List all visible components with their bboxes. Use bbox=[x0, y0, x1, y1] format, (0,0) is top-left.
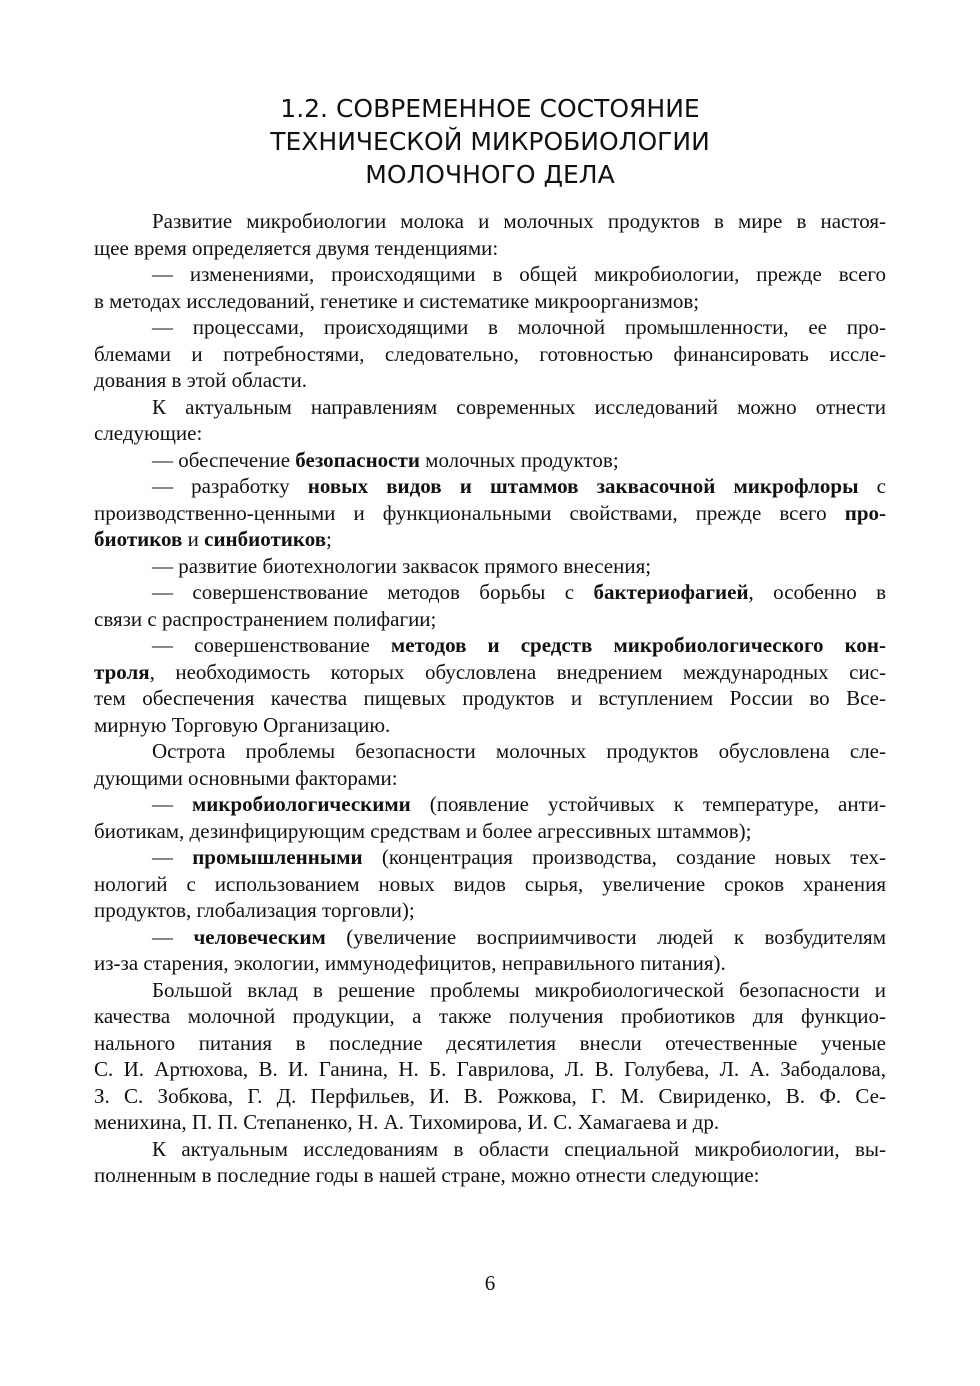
text-run: связи с распространением полифагии; bbox=[94, 606, 437, 631]
text-run: блемами и потребностями, следовательно, готовностью финансировать иссле- bbox=[94, 341, 886, 366]
text-run: тем обеспечения качества пищевых продуктов и вступлением России во Все- bbox=[94, 686, 886, 710]
text-line bbox=[94, 738, 886, 765]
text-run: молочных продуктов; bbox=[419, 447, 619, 472]
text-run: — изменениями, происходящими в общей микробиологии, прежде всего bbox=[152, 262, 886, 286]
text-run: продуктов, глобализация торговли); bbox=[94, 898, 415, 922]
text-line bbox=[94, 685, 886, 712]
text-run: Развитие микробиологии молока и молочных продуктов в мире в настоя- bbox=[152, 209, 886, 233]
text-run: качества молочной продукции, а также получения пробиотиков для функцио- bbox=[94, 1004, 886, 1028]
text-line bbox=[94, 606, 886, 633]
text-line bbox=[94, 526, 886, 553]
text-run: следующие: bbox=[94, 421, 203, 445]
bold-term: синбиотиков bbox=[204, 527, 327, 551]
text-line bbox=[94, 553, 886, 580]
text-run: ; bbox=[326, 527, 332, 551]
text-run: , особенно в bbox=[748, 580, 887, 604]
bold-term: микробиологическими bbox=[192, 792, 411, 816]
bold-term: человеческим bbox=[193, 924, 326, 949]
text-line bbox=[94, 314, 886, 341]
text-run: , необходимость которых обусловлена внедрением международных сис- bbox=[149, 659, 886, 684]
bold-term: троля bbox=[94, 659, 150, 684]
text-line bbox=[94, 473, 886, 500]
text-run: и bbox=[182, 527, 205, 551]
text-run: Острота проблемы безопасности молочных продуктов обусловлена сле- bbox=[152, 739, 886, 763]
text-run: дующими основными факторами: bbox=[94, 765, 398, 790]
text-run: — bbox=[152, 845, 193, 869]
text-run: К актуальным исследованиям в области специальной микробиологии, вы- bbox=[152, 1136, 886, 1161]
text-line bbox=[94, 1030, 886, 1057]
body-text bbox=[94, 208, 886, 1189]
bold-term: новых видов и штаммов заквасочной микрофлоры bbox=[307, 474, 859, 498]
title-line: ТЕХНИЧЕСКОЙ МИКРОБИОЛОГИИ bbox=[270, 127, 710, 156]
text-line bbox=[94, 394, 886, 421]
text-line bbox=[94, 924, 886, 951]
section-title bbox=[0, 92, 980, 191]
text-run: С. И. Артюхова, В. И. Ганина, Н. Б. Гаврилова, Л. В. Голубева, Л. А. Забодалова, bbox=[94, 1057, 886, 1081]
text-run: производственно-ценными и функциональными свойствами, прежде всего bbox=[94, 500, 845, 525]
text-line bbox=[94, 818, 886, 845]
text-run: мирную Торговую Организацию. bbox=[94, 712, 391, 737]
bold-term: методов и средств микробиологического кон- bbox=[390, 633, 886, 657]
text-run: Большой вклад в решение проблемы микробиологической безопасности и bbox=[152, 977, 886, 1002]
text-line bbox=[94, 341, 886, 368]
bold-term: про- bbox=[844, 500, 886, 525]
text-run: из-за старения, экологии, иммунодефицитов, неправильного питания). bbox=[94, 951, 726, 975]
text-run: — обеспечение bbox=[152, 447, 296, 472]
text-line bbox=[94, 897, 886, 924]
text-line bbox=[94, 1109, 886, 1136]
text-line bbox=[94, 871, 886, 898]
text-line bbox=[94, 208, 886, 235]
text-run: в методах исследований, генетике и систематике микроорганизмов; bbox=[94, 288, 700, 313]
text-line bbox=[94, 1056, 886, 1083]
text-run: с bbox=[858, 474, 886, 498]
text-run: З. С. Зобкова, Г. Д. Перфильев, И. В. Рожкова, Г. М. Свириденко, В. Ф. Се- bbox=[94, 1083, 886, 1108]
text-run: — процессами, происходящими в молочной промышленности, ее про- bbox=[152, 315, 886, 339]
text-run: (концентрация производства, создание новых тех- bbox=[362, 845, 887, 869]
text-run: щее время определяется двумя тенденциями: bbox=[94, 235, 499, 260]
text-run: — bbox=[152, 792, 192, 816]
text-run: полненным в последние годы в нашей стране, можно отнести следующие: bbox=[94, 1163, 760, 1187]
text-line bbox=[94, 261, 886, 288]
title-line: 1.2. СОВРЕМЕННОЕ СОСТОЯНИЕ bbox=[280, 94, 700, 123]
text-run: биотикам, дезинфицирующим средствам и более агрессивных штаммов); bbox=[94, 818, 752, 843]
text-line bbox=[94, 765, 886, 792]
text-run: — совершенствование bbox=[152, 633, 391, 657]
text-line bbox=[94, 632, 886, 659]
text-line bbox=[94, 844, 886, 871]
text-run: — совершенствование методов борьбы с bbox=[152, 580, 594, 604]
text-line bbox=[94, 579, 886, 606]
text-run: К актуальным направлениям современных исследований можно отнести bbox=[152, 394, 886, 419]
text-line bbox=[94, 1162, 886, 1189]
text-run: нологий с использованием новых видов сырья, увеличение сроков хранения bbox=[94, 871, 886, 896]
text-run: — развитие биотехнологии заквасок прямого внесения; bbox=[152, 553, 652, 578]
text-run: дования в этой области. bbox=[94, 368, 308, 392]
bold-term: биотиков bbox=[94, 527, 183, 551]
bold-term: бактериофагией bbox=[593, 580, 749, 604]
text-line bbox=[94, 420, 886, 447]
text-line bbox=[94, 1083, 886, 1110]
text-line bbox=[94, 712, 886, 739]
text-line bbox=[94, 447, 886, 474]
bold-term: промышленными bbox=[192, 845, 363, 869]
text-line bbox=[94, 1136, 886, 1163]
text-run: — bbox=[152, 924, 194, 949]
text-line bbox=[94, 659, 886, 686]
text-line bbox=[94, 1003, 886, 1030]
text-run: — разработку bbox=[152, 474, 308, 498]
page-number: 6 bbox=[484, 1271, 496, 1295]
text-line bbox=[94, 235, 886, 262]
text-run: (увеличение восприимчивости людей к возбудителям bbox=[325, 924, 886, 949]
title-line: МОЛОЧНОГО ДЕЛА bbox=[365, 160, 615, 189]
text-line bbox=[94, 288, 886, 315]
text-line bbox=[94, 977, 886, 1004]
text-line bbox=[94, 367, 886, 394]
text-line bbox=[94, 791, 886, 818]
text-run: (появление устойчивых к температуре, анти- bbox=[410, 792, 887, 816]
text-line bbox=[94, 500, 886, 527]
text-run: менихина, П. П. Степаненко, Н. А. Тихомирова, И. С. Хамагаева и др. bbox=[94, 1110, 720, 1134]
text-line bbox=[94, 950, 886, 977]
bold-term: безопасности bbox=[295, 447, 420, 472]
text-run: нального питания в последние десятилетия внесли отечественные ученые bbox=[94, 1030, 886, 1055]
